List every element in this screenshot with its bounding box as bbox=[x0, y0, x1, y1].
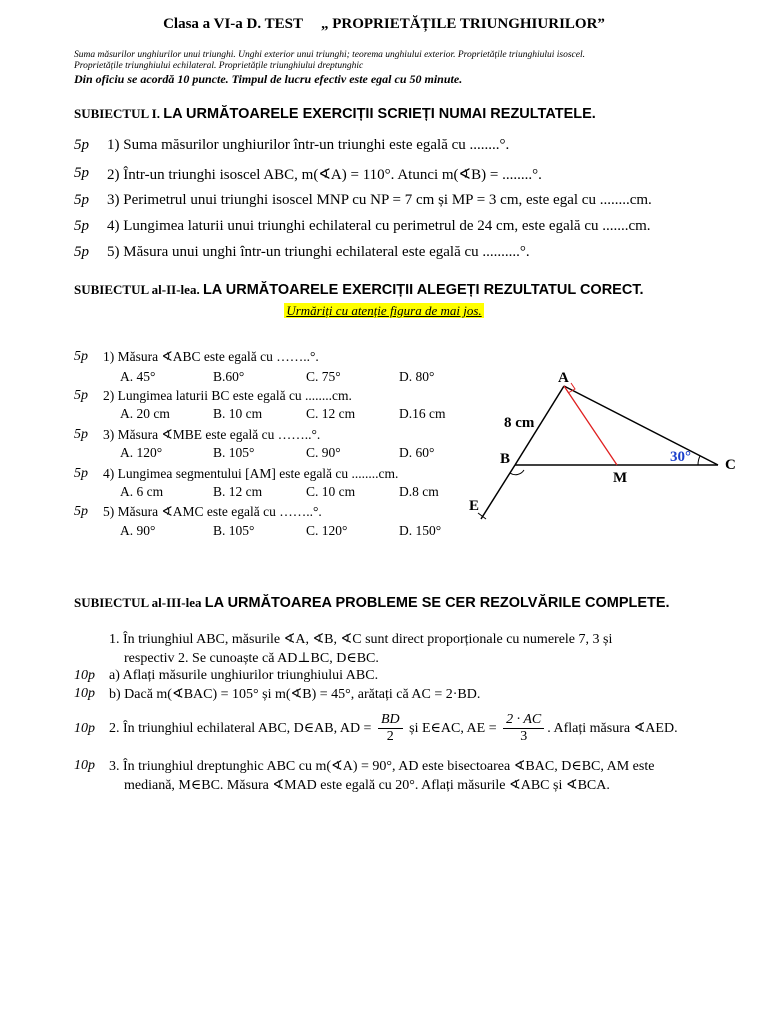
s2-q2-option-b: B. 10 cm bbox=[213, 406, 263, 421]
s1-q1-text: 1) Suma măsurilor unghiurilor într-un triunghi este egală cu ........°. bbox=[107, 137, 510, 153]
p1a-points: 10p bbox=[74, 668, 95, 683]
s2-q5-option-c: C. 120° bbox=[306, 523, 348, 538]
s2-q3-text: 3) Măsura ∢MBE este egală cu ……..°. bbox=[103, 427, 321, 442]
s1-q3-text: 3) Perimetrul unui triunghi isoscel MNP cu NP = 7 cm și MP = 3 cm, este egal cu ........cm. bbox=[107, 192, 652, 208]
subject-2-title: LA URMĂTOARELE EXERCIȚII ALEGEȚI REZULTATUL CORECT. bbox=[202, 282, 644, 298]
p3-points: 10p bbox=[74, 758, 95, 773]
label-b: B bbox=[500, 451, 511, 467]
s2-q3-option-c: C. 90° bbox=[306, 445, 341, 460]
p2-points: 10p bbox=[74, 721, 95, 736]
s2-q5-option-d: D. 150° bbox=[399, 523, 442, 538]
fraction-2-numerator: 2 · AC bbox=[503, 712, 544, 729]
s2-q4-option-a: A. 6 cm bbox=[120, 484, 164, 499]
label-side-ab: 8 cm bbox=[504, 415, 535, 431]
s2-q1-option-b: B.60° bbox=[213, 369, 245, 384]
s2-q4-text: 4) Lungimea segmentului [AM] este egală cu ........cm. bbox=[103, 466, 399, 481]
p1b-text: b) Dacă m(∢BAC) = 105° și m(∢B) = 45°, arătați că AC = 2·BD. bbox=[109, 687, 481, 702]
p2-text-end: . Aflați măsura ∢AED. bbox=[547, 721, 678, 736]
fraction-2ac-over-3 bbox=[503, 712, 544, 745]
s1-q5-text: 5) Măsura unui unghi într-un triunghi echilateral este egală cu ..........°. bbox=[107, 244, 530, 260]
s2-q5-points: 5p bbox=[74, 504, 88, 519]
oficiu-note: Din oficiu se acordă 10 puncte. Timpul de lucru efectiv este egal cu 50 minute. bbox=[74, 72, 463, 86]
p3-line-1: 3. În triunghiul dreptunghic ABC cu m(∢A) = 90°, AD este bisectoarea ∢BAC, D∈BC, AM este bbox=[109, 759, 655, 774]
s1-q4-text: 4) Lungimea laturii unui triunghi echilateral cu perimetrul de 24 cm, este egală cu .......cm. bbox=[107, 218, 651, 234]
p1-line-2: respectiv 2. Se cunoaște că AD⊥BC, D∈BC. bbox=[124, 651, 379, 666]
subject-1-title: LA URMĂTOARELE EXERCIȚII SCRIEȚI NUMAI REZULTATELE. bbox=[163, 106, 596, 122]
s1-q5-points: 5p bbox=[74, 244, 89, 260]
fraction-2-denominator: 3 bbox=[520, 729, 528, 745]
s1-q4-points: 5p bbox=[74, 218, 89, 234]
s2-q5-option-a: A. 90° bbox=[120, 523, 156, 538]
s2-q4-points: 5p bbox=[74, 466, 88, 481]
subject-2-prefix: SUBIECTUL al-II-lea. bbox=[74, 282, 200, 297]
subject-3-prefix: SUBIECTUL al-III-lea bbox=[74, 595, 202, 610]
label-angle-c: 30° bbox=[670, 449, 691, 465]
label-e: E bbox=[469, 498, 480, 514]
s2-q5-option-b: B. 105° bbox=[213, 523, 255, 538]
s2-q3-option-a: A. 120° bbox=[120, 445, 163, 460]
s1-q3-points: 5p bbox=[74, 192, 89, 208]
topics-line-2: Proprietățile triunghiului echilateral. Proprietățile triunghiului dreptunghic bbox=[74, 61, 364, 71]
subject-3-title: LA URMĂTOAREA PROBLEME SE CER REZOLVĂRILE COMPLETE. bbox=[204, 595, 670, 611]
s2-q3-points: 5p bbox=[74, 427, 88, 442]
s2-q3-option-b: B. 105° bbox=[213, 445, 255, 460]
p2-text-middle: și E∈AC, AE = bbox=[409, 721, 497, 736]
s2-q2-points: 5p bbox=[74, 388, 88, 403]
test-title-text: „ PROPRIETĂȚILE TRIUNGHIURILOR” bbox=[320, 16, 605, 32]
s2-q4-option-b: B. 12 cm bbox=[213, 484, 263, 499]
p3-line-2: mediană, M∈BC. Măsura ∢MAD este egală cu 20°. Aflați măsurile ∢ABC și ∢BCA. bbox=[124, 778, 610, 793]
s2-q1-option-a: A. 45° bbox=[120, 369, 156, 384]
label-a: A bbox=[558, 370, 569, 386]
p2-text-start: 2. În triunghiul echilateral ABC, D∈AB, AD = bbox=[109, 721, 372, 736]
s2-q3-option-d: D. 60° bbox=[399, 445, 435, 460]
s2-q2-option-d: D.16 cm bbox=[399, 406, 446, 421]
s2-q5-text: 5) Măsura ∢AMC este egală cu ……..°. bbox=[103, 504, 322, 519]
fraction-1-numerator: BD bbox=[378, 712, 403, 729]
subject-3-heading bbox=[74, 595, 670, 611]
s2-q1-points: 5p bbox=[74, 349, 88, 364]
p1b-points: 10p bbox=[74, 686, 95, 701]
s2-q2-text: 2) Lungimea laturii BC este egală cu ........cm. bbox=[103, 388, 352, 403]
subject-1-prefix: SUBIECTUL I. bbox=[74, 106, 160, 121]
p2-text bbox=[109, 712, 678, 746]
s1-q2-text: 2) Într-un triunghi isoscel ABC, m(∢A) = 110°. Atunci m(∢B) = ........°. bbox=[107, 167, 542, 183]
p1-line-1: 1. În triunghiul ABC, măsurile ∢A, ∢B, ∢C sunt direct proporționale cu numerele 7, 3 și bbox=[109, 632, 613, 647]
fraction-bd-over-2 bbox=[378, 712, 403, 745]
s2-q4-option-d: D.8 cm bbox=[399, 484, 439, 499]
s1-q1-points: 5p bbox=[74, 137, 89, 153]
s1-q2-points: 5p bbox=[74, 165, 89, 181]
label-m: M bbox=[613, 470, 628, 486]
p1a-text: a) Aflați măsurile unghiurilor triunghiului ABC. bbox=[109, 668, 379, 683]
topics-line-1: Suma măsurilor unghiurilor unui triunghi. Unghi exterior unui triunghi; teorema unghiului exterior. Proprietățile triunghiului isoscel. bbox=[74, 50, 585, 60]
s2-q1-text: 1) Măsura ∢ABC este egală cu ……..°. bbox=[103, 349, 319, 364]
class-label: Clasa a VI-a D. TEST bbox=[163, 16, 303, 32]
s2-q2-option-a: A. 20 cm bbox=[120, 406, 170, 421]
s2-q2-option-c: C. 12 cm bbox=[306, 406, 356, 421]
fraction-1-denominator: 2 bbox=[386, 729, 394, 745]
label-c: C bbox=[725, 457, 736, 473]
s2-q1-option-c: C. 75° bbox=[306, 369, 341, 384]
figure-note-text: Urmăriți cu atenție figura de mai jos. bbox=[286, 303, 482, 318]
s2-q1-option-d: D. 80° bbox=[399, 369, 435, 384]
s2-q4-option-c: C. 10 cm bbox=[306, 484, 356, 499]
